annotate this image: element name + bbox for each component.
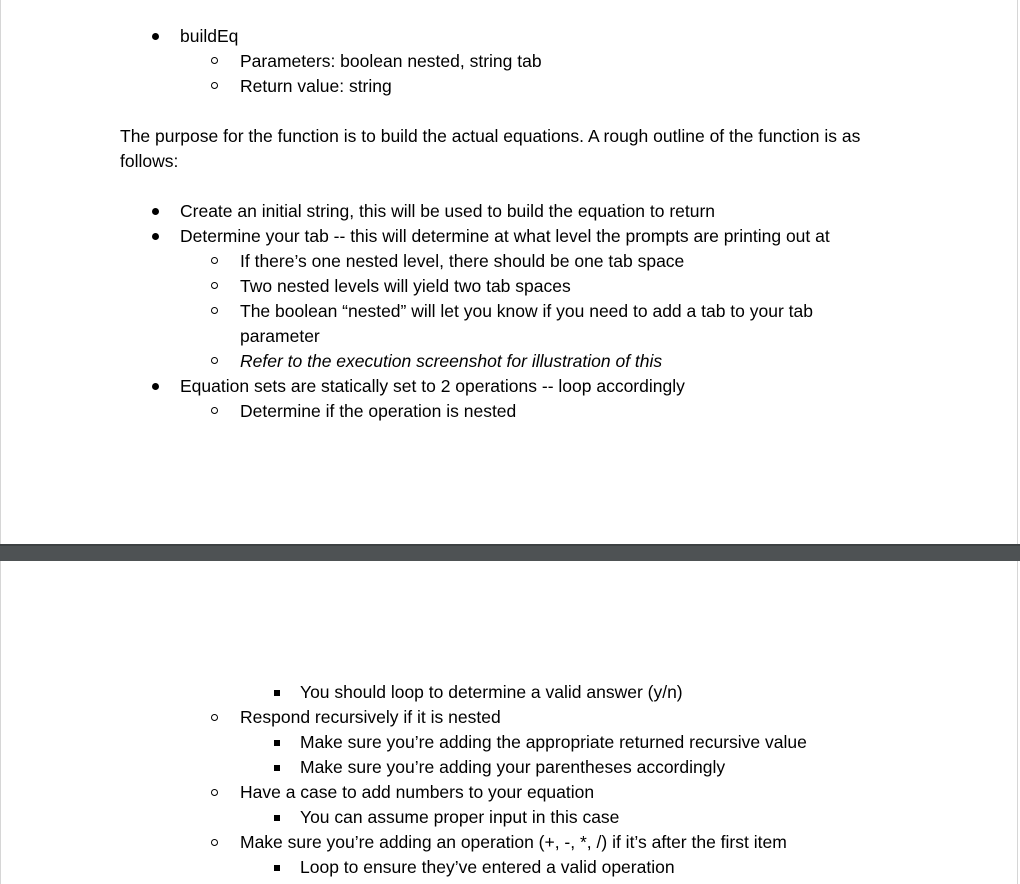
return-value-line: Return value: string xyxy=(240,76,392,96)
outline-item-2-sub-2: Two nested levels will yield two tab spaces xyxy=(240,276,571,296)
circle-bullet-icon xyxy=(211,82,218,89)
circle-bullet-icon xyxy=(211,839,218,846)
outline-item-3-sub-1: Determine if the operation is nested xyxy=(240,401,517,421)
page2-sub-numbers: Have a case to add numbers to your equation xyxy=(240,782,595,802)
outline-item-2-sub-1: If there’s one nested level, there should be one tab space xyxy=(240,251,685,271)
circle-bullet-icon xyxy=(211,307,218,314)
function-name: buildEq xyxy=(180,26,239,46)
disc-bullet-icon xyxy=(152,233,159,240)
document-page-2 xyxy=(0,561,1018,884)
circle-bullet-icon xyxy=(211,789,218,796)
outline-item-2: Determine your tab -- this will determine at what level the prompts are printing out at xyxy=(180,226,830,246)
outline-item-3: Equation sets are statically set to 2 operations -- loop accordingly xyxy=(180,376,685,396)
square-bullet-icon xyxy=(274,815,280,821)
page2-square-item-1: You should loop to determine a valid answer (y/n) xyxy=(300,682,683,702)
outline-item-2-sub-3-line-1: The boolean “nested” will let you know if you need to add a tab to your tab xyxy=(240,301,813,321)
page2-square-item-3: Make sure you’re adding your parentheses accordingly xyxy=(300,757,726,777)
disc-bullet-icon xyxy=(152,33,159,40)
outline-item-1: Create an initial string, this will be used to build the equation to return xyxy=(180,201,716,221)
parameters-line: Parameters: boolean nested, string tab xyxy=(240,51,542,71)
page2-square-item-2: Make sure you’re adding the appropriate returned recursive value xyxy=(300,732,807,752)
circle-bullet-icon xyxy=(211,257,218,264)
disc-bullet-icon xyxy=(152,383,159,390)
circle-bullet-icon xyxy=(211,57,218,64)
circle-bullet-icon xyxy=(211,407,218,414)
circle-bullet-icon xyxy=(211,282,218,289)
page2-sub-operation: Make sure you’re adding an operation (+, -, *, /) if it’s after the first item xyxy=(240,832,787,852)
square-bullet-icon xyxy=(274,690,280,696)
paragraph-line-2: follows: xyxy=(120,151,179,171)
page2-sub-recursive: Respond recursively if it is nested xyxy=(240,707,501,727)
square-bullet-icon xyxy=(274,740,280,746)
outline-item-2-sub-3-line-2: parameter xyxy=(240,326,320,346)
page2-square-item-5: Loop to ensure they’ve entered a valid operation xyxy=(300,857,675,877)
circle-bullet-icon xyxy=(211,714,218,721)
page-separator xyxy=(0,544,1020,561)
disc-bullet-icon xyxy=(152,208,159,215)
square-bullet-icon xyxy=(274,765,280,771)
square-bullet-icon xyxy=(274,865,280,871)
outline-item-2-sub-4: Refer to the execution screenshot for illustration of this xyxy=(240,351,663,371)
circle-bullet-icon xyxy=(211,357,218,364)
paragraph-line-1: The purpose for the function is to build the actual equations. A rough outline of the function is as xyxy=(120,126,861,146)
page2-square-item-4: You can assume proper input in this case xyxy=(300,807,620,827)
